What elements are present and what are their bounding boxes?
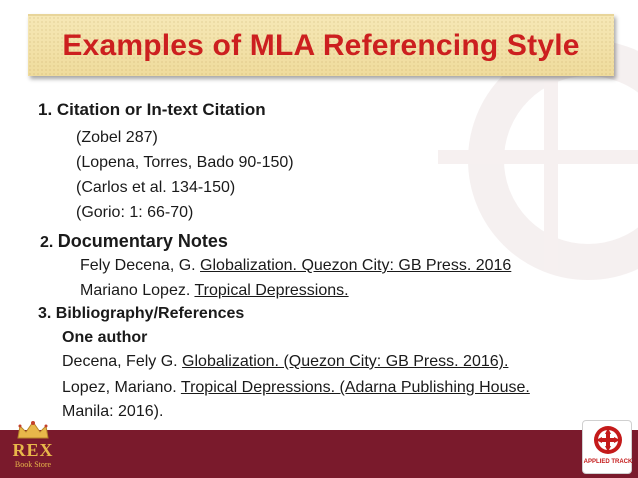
rex-logo-subtext: Book Store xyxy=(14,460,52,469)
slide-title: Examples of MLA Referencing Style xyxy=(62,29,580,62)
section3-heading: 3. Bibliography/References xyxy=(38,305,245,322)
citation-item: (Zobel 287) xyxy=(76,129,158,146)
note-title: Globalization. Quezon City: GB Press. 2016 xyxy=(200,257,512,274)
bibliography-entry xyxy=(62,352,508,372)
citation-item: (Carlos et al. 134-150) xyxy=(76,179,236,196)
section1-heading: 1. Citation or In-text Citation xyxy=(38,100,266,119)
note-author: Fely Decena, G. xyxy=(80,257,201,274)
bibliography-entry xyxy=(62,378,530,398)
footer-bar xyxy=(0,430,638,478)
documentary-note xyxy=(80,256,511,276)
ref-author: Lopez, Mariano. xyxy=(62,379,181,396)
title-banner xyxy=(28,14,614,76)
citation-item: (Lopena, Torres, Bado 90-150) xyxy=(76,154,294,171)
crown-icon xyxy=(16,420,50,440)
documentary-note xyxy=(80,281,349,301)
applied-track-logo xyxy=(582,420,632,474)
citation-item: (Gorio: 1: 66-70) xyxy=(76,204,194,221)
background-decoration-bar xyxy=(438,150,638,164)
ref-author: Decena, Fely G. xyxy=(62,353,183,370)
background-decoration-bar xyxy=(544,50,558,270)
note-author: Mariano Lopez. xyxy=(80,282,195,299)
section2-heading xyxy=(40,231,228,253)
compass-arrows-icon xyxy=(583,421,633,459)
section2-title: Documentary Notes xyxy=(57,231,228,251)
section3-subheading: One author xyxy=(62,329,148,346)
rex-logo-text: REX xyxy=(12,440,54,460)
bibliography-entry-continuation: Manila: 2016). xyxy=(62,403,164,420)
applied-track-caption: APPLIED TRACK xyxy=(583,459,633,465)
note-title: Tropical Depressions. xyxy=(194,282,349,299)
ref-title: Tropical Depressions. (Adarna Publishing House. xyxy=(180,379,530,396)
ref-title: Globalization. (Quezon City: GB Press. 2016). xyxy=(182,353,509,370)
rex-bookstore-logo xyxy=(6,420,60,476)
section2-number: 2. xyxy=(40,234,54,251)
